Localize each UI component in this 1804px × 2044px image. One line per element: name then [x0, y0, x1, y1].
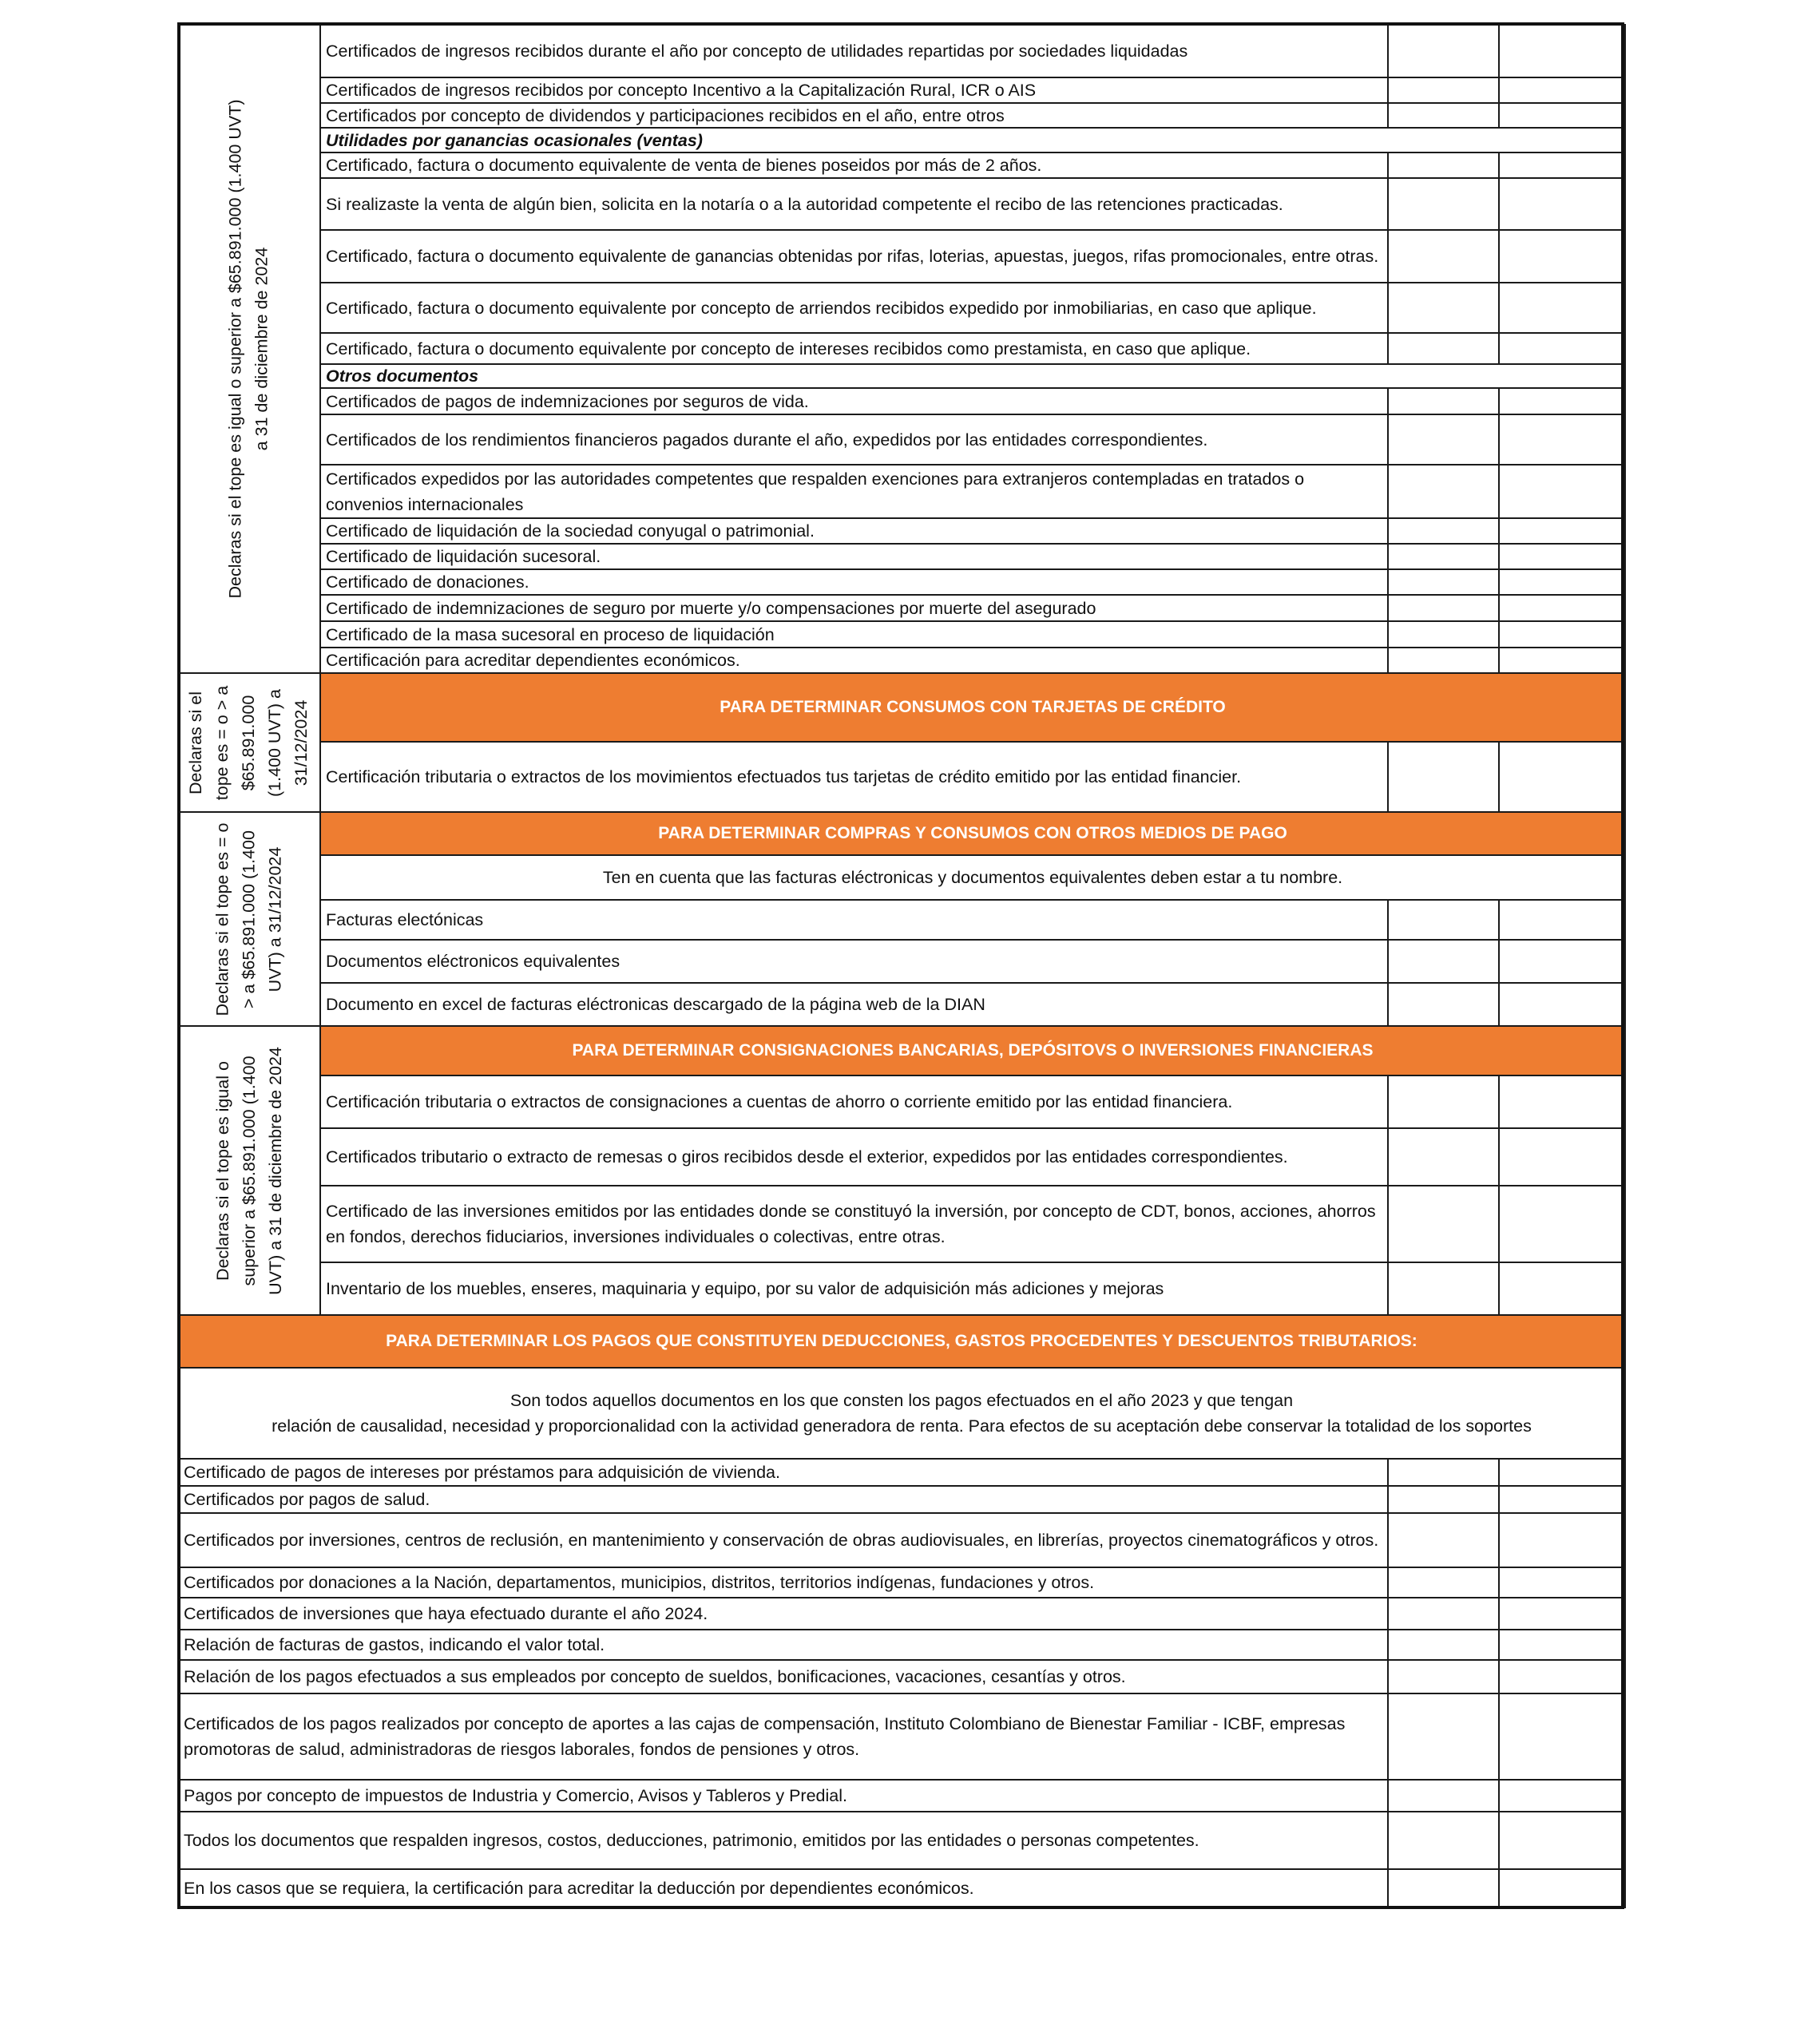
- tarjetas-row-check-2[interactable]: [1498, 741, 1626, 813]
- compras-row-check-1[interactable]: [1387, 982, 1500, 1027]
- ingresos-row-check-2[interactable]: [1498, 543, 1626, 570]
- deducciones-row: Todos los documentos que respalden ingresos, costos, deducciones, patrimonio, emitidos por las entidades o personas competentes.: [177, 1811, 1389, 1870]
- tarjetas-row: Certificación tributaria o extractos de los movimientos efectuados tus tarjetas de crédito emitido por las entidad financier.: [319, 741, 1389, 813]
- deducciones-row-check-1[interactable]: [1387, 1485, 1500, 1514]
- deducciones-row-check-1[interactable]: [1387, 1868, 1500, 1908]
- deducciones-row-check-2[interactable]: [1498, 1567, 1626, 1598]
- ingresos-row-check-2[interactable]: [1498, 517, 1626, 545]
- ingresos-row-check-1[interactable]: [1387, 517, 1500, 545]
- deducciones-row-check-2[interactable]: [1498, 1485, 1626, 1514]
- deducciones-row-check-1[interactable]: [1387, 1629, 1500, 1661]
- ingresos-row-check-2[interactable]: [1498, 152, 1626, 179]
- deducciones-row: Certificado de pagos de intereses por préstamos para adquisición de vivienda.: [177, 1458, 1389, 1487]
- consignaciones-row-check-1[interactable]: [1387, 1262, 1500, 1316]
- ingresos-row-check-1[interactable]: [1387, 464, 1500, 519]
- deducciones-row-check-2[interactable]: [1498, 1458, 1626, 1487]
- deducciones-note-line-2: relación de causalidad, necesidad y proporcionalidad con la actividad generadora de renta. Para efectos de su aceptación debe conservar la totalidad de los soportes: [272, 1416, 1532, 1436]
- ingresos-row-check-1[interactable]: [1387, 152, 1500, 179]
- compras-row-check-2[interactable]: [1498, 982, 1626, 1027]
- deducciones-row-check-2[interactable]: [1498, 1693, 1626, 1781]
- ingresos-row: Certificado de liquidación sucesoral.: [319, 543, 1389, 570]
- deducciones-row: Certificados por donaciones a la Nación, departamentos, municipios, distritos, territorios indígenas, fundaciones y otros.: [177, 1567, 1389, 1598]
- compras-row: Documentos eléctronicos equivalentes: [319, 939, 1389, 984]
- compras-row-check-1[interactable]: [1387, 899, 1500, 941]
- ingresos-row-check-2[interactable]: [1498, 387, 1626, 415]
- ingresos-row-check-2[interactable]: [1498, 464, 1626, 519]
- deducciones-row: Certificados por pagos de salud.: [177, 1485, 1389, 1514]
- ingresos-row-check-1[interactable]: [1387, 102, 1500, 129]
- section-label-tarjetas: [177, 672, 321, 813]
- compras-row-check-1[interactable]: [1387, 939, 1500, 984]
- section-header-tarjetas: PARA DETERMINAR CONSUMOS CON TARJETAS DE CRÉDITO: [319, 672, 1626, 743]
- deducciones-row: Certificados por inversiones, centros de reclusión, en mantenimiento y conservación de obras audiovisuales, en librerías, proyectos cinematográficos y otros.: [177, 1512, 1389, 1568]
- consignaciones-row-check-1[interactable]: [1387, 1127, 1500, 1186]
- ingresos-row-check-1[interactable]: [1387, 24, 1500, 78]
- consignaciones-row-check-1[interactable]: [1387, 1185, 1500, 1263]
- ingresos-row-check-2[interactable]: [1498, 647, 1626, 674]
- ingresos-row-check-2[interactable]: [1498, 102, 1626, 129]
- ingresos-row: Certificados por concepto de dividendos y participaciones recibidos en el año, entre otros: [319, 102, 1389, 129]
- ingresos-row: Certificados expedidos por las autoridades competentes que respalden exenciones para extranjeros contempladas en tratados o convenios internacionales: [319, 464, 1389, 519]
- deducciones-row-check-2[interactable]: [1498, 1811, 1626, 1870]
- ingresos-row: Certificados de pagos de indemnizaciones por seguros de vida.: [319, 387, 1389, 415]
- deducciones-row: En los casos que se requiera, la certificación para acreditar la deducción por dependientes económicos.: [177, 1868, 1389, 1908]
- section-header-consignaciones: PARA DETERMINAR CONSIGNACIONES BANCARIAS, DEPÓSITOVS O INVERSIONES FINANCIERAS: [319, 1025, 1626, 1076]
- ingresos-row-check-2[interactable]: [1498, 568, 1626, 596]
- compras-row: Facturas electónicas: [319, 899, 1389, 941]
- deducciones-row: Certificados de los pagos realizados por concepto de aportes a las cajas de compensación, Instituto Colombiano de Bienestar Familiar - ICBF, empresas promotoras de salud, administradoras de riesgos laborales, fondos de pensiones y otros.: [177, 1693, 1389, 1781]
- ingresos-row: Certificados de ingresos recibidos durante el año por concepto de utilidades repartidas por sociedades liquidadas: [319, 24, 1389, 78]
- compras-row: Documento en excel de facturas eléctronicas descargado de la página web de la DIAN: [319, 982, 1389, 1027]
- deducciones-row: Relación de los pagos efectuados a sus empleados por concepto de sueldos, bonificaciones, vacaciones, cesantías y otros.: [177, 1659, 1389, 1694]
- ingresos-row-check-2[interactable]: [1498, 77, 1626, 104]
- deducciones-row-check-2[interactable]: [1498, 1597, 1626, 1630]
- ingresos-row-check-2[interactable]: [1498, 620, 1626, 648]
- deducciones-row-check-1[interactable]: [1387, 1512, 1500, 1568]
- ingresos-row-check-1[interactable]: [1387, 332, 1500, 365]
- ingresos-row-check-1[interactable]: [1387, 229, 1500, 283]
- deducciones-row-check-1[interactable]: [1387, 1811, 1500, 1870]
- compras-row-check-2[interactable]: [1498, 939, 1626, 984]
- consignaciones-row: Certificados tributario o extracto de remesas o giros recibidos desde el exterior, expedidos por las entidades correspondientes.: [319, 1127, 1389, 1186]
- compras-note: Ten en cuenta que las facturas eléctronicas y documentos equivalentes deben estar a tu nombre.: [319, 854, 1626, 901]
- consignaciones-row-check-2[interactable]: [1498, 1185, 1626, 1263]
- deducciones-row: Relación de facturas de gastos, indicando el valor total.: [177, 1629, 1389, 1661]
- ingresos-row: Si realizaste la venta de algún bien, solicita en la notaría o a la autoridad competente el recibo de las retenciones practicadas.: [319, 177, 1389, 231]
- ingresos-row-check-2[interactable]: [1498, 282, 1626, 334]
- compras-row-check-2[interactable]: [1498, 899, 1626, 941]
- ingresos-row-check-2[interactable]: [1498, 177, 1626, 231]
- section-label-compras-text: Declaras si el tope es = o > a $65.891.000 (1.400 UVT) a 31/12/2024: [212, 822, 285, 1016]
- section-label-ingresos: [177, 24, 321, 674]
- ingresos-row-check-1[interactable]: [1387, 647, 1500, 674]
- consignaciones-row-check-2[interactable]: [1498, 1262, 1626, 1316]
- consignaciones-row-check-2[interactable]: [1498, 1127, 1626, 1186]
- ingresos-row: Certificado, factura o documento equivalente de ganancias obtenidas por rifas, loterias, apuestas, juegos, rifas promocionales, entre otras.: [319, 229, 1389, 283]
- ingresos-row-check-2[interactable]: [1498, 229, 1626, 283]
- ingresos-row: Certificado, factura o documento equivalente de venta de bienes poseidos por más de 2 años.: [319, 152, 1389, 179]
- deducciones-row-check-1[interactable]: [1387, 1597, 1500, 1630]
- consignaciones-row: Certificado de las inversiones emitidos por las entidades donde se constituyó la inversión, por concepto de CDT, bonos, acciones, ahorros en fondos, derechos fiduciarios, inversiones individuales o colectivas, entre otras.: [319, 1185, 1389, 1263]
- ingresos-row: Certificado, factura o documento equivalente por concepto de intereses recibidos como prestamista, en caso que aplique.: [319, 332, 1389, 365]
- consignaciones-row: Certificación tributaria o extractos de consignaciones a cuentas de ahorro o corriente emitido por las entidad financiera.: [319, 1075, 1389, 1129]
- tarjetas-row-check-1[interactable]: [1387, 741, 1500, 813]
- section-header-compras: PARA DETERMINAR COMPRAS Y CONSUMOS CON OTROS MEDIOS DE PAGO: [319, 811, 1626, 856]
- ingresos-row-check-1[interactable]: [1387, 414, 1500, 465]
- ingresos-row-check-2[interactable]: [1498, 594, 1626, 622]
- ingresos-row-check-1[interactable]: [1387, 387, 1500, 415]
- consignaciones-row-check-1[interactable]: [1387, 1075, 1500, 1129]
- ingresos-row-check-2[interactable]: [1498, 332, 1626, 365]
- deducciones-row-check-2[interactable]: [1498, 1868, 1626, 1908]
- subheading-row: Otros documentos: [319, 363, 1626, 389]
- section-label-compras: [177, 811, 321, 1027]
- ingresos-row: Certificados de los rendimientos financieros pagados durante el año, expedidos por las entidades correspondientes.: [319, 414, 1389, 465]
- ingresos-row: Certificado de indemnizaciones de seguro por muerte y/o compensaciones por muerte del asegurado: [319, 594, 1389, 622]
- deducciones-row-check-1[interactable]: [1387, 1567, 1500, 1598]
- ingresos-row-check-1[interactable]: [1387, 543, 1500, 570]
- deducciones-row-check-2[interactable]: [1498, 1512, 1626, 1568]
- ingresos-row-check-1[interactable]: [1387, 620, 1500, 648]
- ingresos-row-check-1[interactable]: [1387, 568, 1500, 596]
- deducciones-row: Pagos por concepto de impuestos de Industria y Comercio, Avisos y Tableros y Predial.: [177, 1779, 1389, 1812]
- section-label-tarjetas-text: Declaras si el tope es = o > a $65.891.000 (1.400 UVT) a 31/12/2024: [186, 685, 311, 800]
- consignaciones-row: Inventario de los muebles, enseres, maquinaria y equipo, por su valor de adquisición más adiciones y mejoras: [319, 1262, 1389, 1316]
- section-label-consignaciones: [177, 1025, 321, 1316]
- deducciones-row-check-2[interactable]: [1498, 1629, 1626, 1661]
- deducciones-row-check-1[interactable]: [1387, 1458, 1500, 1487]
- deducciones-row: Certificados de inversiones que haya efectuado durante el año 2024.: [177, 1597, 1389, 1630]
- section-label-ingresos-text: Declaras si el tope es igual o superior a $65.891.000 (1.400 UVT) a 31 de diciembre de 2024: [226, 99, 272, 599]
- ingresos-row-check-1[interactable]: [1387, 594, 1500, 622]
- ingresos-row: Certificado de donaciones.: [319, 568, 1389, 596]
- deducciones-note-line-1: Son todos aquellos documentos en los que consten los pagos efectuados en el año 2023 y que tengan: [509, 1391, 1294, 1410]
- ingresos-row: Certificado, factura o documento equivalente por concepto de arriendos recibidos expedido por inmobiliarias, en caso que aplique.: [319, 282, 1389, 334]
- deducciones-row-check-1[interactable]: [1387, 1659, 1500, 1694]
- deducciones-note: [177, 1367, 1626, 1460]
- ingresos-row-check-1[interactable]: [1387, 77, 1500, 104]
- ingresos-row: Certificación para acreditar dependientes económicos.: [319, 647, 1389, 674]
- deducciones-row-check-1[interactable]: [1387, 1693, 1500, 1781]
- ingresos-row-check-1[interactable]: [1387, 282, 1500, 334]
- section-header-deducciones: PARA DETERMINAR LOS PAGOS QUE CONSTITUYEN DEDUCCIONES, GASTOS PROCEDENTES Y DESCUENTOS TRIBUTARIOS:: [177, 1314, 1626, 1369]
- subheading-row: Utilidades por ganancias ocasionales (ventas): [319, 127, 1626, 153]
- ingresos-row-check-2[interactable]: [1498, 414, 1626, 465]
- consignaciones-row-check-2[interactable]: [1498, 1075, 1626, 1129]
- ingresos-row-check-1[interactable]: [1387, 177, 1500, 231]
- ingresos-row: Certificado de la masa sucesoral en proceso de liquidación: [319, 620, 1389, 648]
- deducciones-row-check-2[interactable]: [1498, 1779, 1626, 1812]
- section-label-consignaciones-text: Declaras si el tope es igual o superior a $65.891.000 (1.400 UVT) a 31 de diciembre de 2024: [212, 1046, 285, 1295]
- ingresos-row: Certificados de ingresos recibidos por concepto Incentivo a la Capitalización Rural, ICR o AIS: [319, 77, 1389, 104]
- ingresos-row-check-2[interactable]: [1498, 24, 1626, 78]
- ingresos-row: Certificado de liquidación de la sociedad conyugal o patrimonial.: [319, 517, 1389, 545]
- deducciones-row-check-2[interactable]: [1498, 1659, 1626, 1694]
- deducciones-row-check-1[interactable]: [1387, 1779, 1500, 1812]
